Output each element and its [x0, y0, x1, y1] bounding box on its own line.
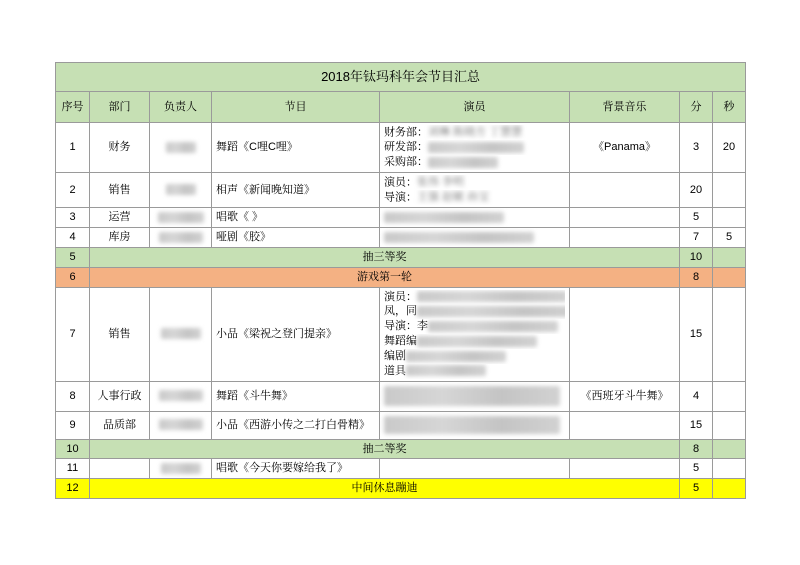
cell-lead: [150, 123, 212, 173]
cell-index: 7: [56, 287, 90, 381]
column-header-seconds: 秒: [713, 92, 746, 123]
column-header-lead: 负责人: [150, 92, 212, 123]
cell-index: 2: [56, 172, 90, 207]
cell-seconds: 5: [713, 228, 746, 248]
cell-merged-label: 游戏第一轮: [90, 267, 680, 287]
cell-lead: [150, 172, 212, 207]
cell-merged-label: 中间休息蹦迪: [90, 479, 680, 499]
cell-dept: 库房: [90, 228, 150, 248]
table-row[interactable]: [56, 267, 746, 287]
cell-dept: 销售: [90, 172, 150, 207]
cell-seconds: 20: [713, 123, 746, 173]
cell-dept: 人事行政: [90, 381, 150, 411]
spreadsheet-area: [55, 62, 745, 499]
column-header-minutes: 分: [680, 92, 713, 123]
cell-index: 9: [56, 411, 90, 439]
cell-dept: 销售: [90, 287, 150, 381]
cell-index: 4: [56, 228, 90, 248]
cell-lead: [150, 228, 212, 248]
cell-index: 6: [56, 267, 90, 287]
table-row[interactable]: [56, 479, 746, 499]
program-table: [55, 62, 746, 499]
cell-dept: 财务: [90, 123, 150, 173]
cell-music: 《Panama》: [570, 123, 680, 173]
table-row[interactable]: [56, 459, 746, 479]
cell-seconds: [713, 287, 746, 381]
table-row[interactable]: [56, 439, 746, 459]
cell-program: 小品《梁祝之登门提亲》: [212, 287, 380, 381]
table-row[interactable]: [56, 208, 746, 228]
document-title: 2018年钛玛科年会节目汇总: [56, 63, 746, 92]
cell-minutes: 5: [680, 459, 713, 479]
column-header-music: 背景音乐: [570, 92, 680, 123]
cell-dept: 运营: [90, 208, 150, 228]
cell-lead: [150, 459, 212, 479]
table-row[interactable]: [56, 411, 746, 439]
cell-music: [570, 208, 680, 228]
cell-index: 11: [56, 459, 90, 479]
column-header-index: 序号: [56, 92, 90, 123]
table-row[interactable]: [56, 172, 746, 207]
cell-performers: [380, 411, 570, 439]
cell-lead: [150, 381, 212, 411]
cell-seconds: [713, 247, 746, 267]
cell-program: 舞蹈《斗牛舞》: [212, 381, 380, 411]
column-header-program: 节目: [212, 92, 380, 123]
cell-program: 舞蹈《C哩C哩》: [212, 123, 380, 173]
table-row[interactable]: [56, 123, 746, 173]
cell-seconds: [713, 267, 746, 287]
cell-music: [570, 287, 680, 381]
cell-seconds: [713, 479, 746, 499]
cell-seconds: [713, 459, 746, 479]
table-row[interactable]: [56, 228, 746, 248]
cell-seconds: [713, 381, 746, 411]
table-row[interactable]: [56, 381, 746, 411]
cell-music: [570, 228, 680, 248]
cell-seconds: [713, 439, 746, 459]
cell-lead: [150, 411, 212, 439]
cell-performers: [380, 208, 570, 228]
cell-performers: 演员：张伟 李明 导演：王强 赵敏 孙宝: [380, 172, 570, 207]
cell-minutes: 10: [680, 247, 713, 267]
cell-music: 《西班牙斗牛舞》: [570, 381, 680, 411]
cell-lead: [150, 287, 212, 381]
cell-minutes: 8: [680, 439, 713, 459]
table-header-row: [56, 92, 746, 123]
column-header-dept: 部门: [90, 92, 150, 123]
column-header-performers: 演员: [380, 92, 570, 123]
cell-performers: 演员： 凤，同 导演：李 舞蹈编 编剧 道具: [380, 287, 570, 381]
cell-music: [570, 172, 680, 207]
table-row[interactable]: [56, 287, 746, 381]
cell-music: [570, 411, 680, 439]
cell-minutes: 15: [680, 411, 713, 439]
cell-dept: [90, 459, 150, 479]
cell-performers: [380, 459, 570, 479]
cell-minutes: 4: [680, 381, 713, 411]
cell-program: 小品《西游小传之二打白骨精》: [212, 411, 380, 439]
table-title-row: [56, 63, 746, 92]
cell-minutes: 8: [680, 267, 713, 287]
cell-index: 8: [56, 381, 90, 411]
cell-index: 3: [56, 208, 90, 228]
cell-dept: 品质部: [90, 411, 150, 439]
cell-seconds: [713, 208, 746, 228]
cell-index: 12: [56, 479, 90, 499]
cell-seconds: [713, 411, 746, 439]
cell-program: 唱歌《 》: [212, 208, 380, 228]
cell-merged-label: 抽二等奖: [90, 439, 680, 459]
cell-merged-label: 抽三等奖: [90, 247, 680, 267]
cell-seconds: [713, 172, 746, 207]
cell-music: [570, 459, 680, 479]
cell-performers: [380, 228, 570, 248]
cell-minutes: 5: [680, 208, 713, 228]
cell-lead: [150, 208, 212, 228]
cell-minutes: 15: [680, 287, 713, 381]
cell-index: 5: [56, 247, 90, 267]
cell-index: 1: [56, 123, 90, 173]
cell-performers: 财务部：刘琳 陈晓方 丁慧慧 研发部： 采购部：: [380, 123, 570, 173]
cell-minutes: 20: [680, 172, 713, 207]
cell-program: 相声《新闻晚知道》: [212, 172, 380, 207]
cell-program: 唱歌《今天你要嫁给我了》: [212, 459, 380, 479]
table-row[interactable]: [56, 247, 746, 267]
cell-minutes: 3: [680, 123, 713, 173]
cell-minutes: 7: [680, 228, 713, 248]
cell-index: 10: [56, 439, 90, 459]
cell-program: 哑剧《胶》: [212, 228, 380, 248]
cell-performers: [380, 381, 570, 411]
cell-minutes: 5: [680, 479, 713, 499]
